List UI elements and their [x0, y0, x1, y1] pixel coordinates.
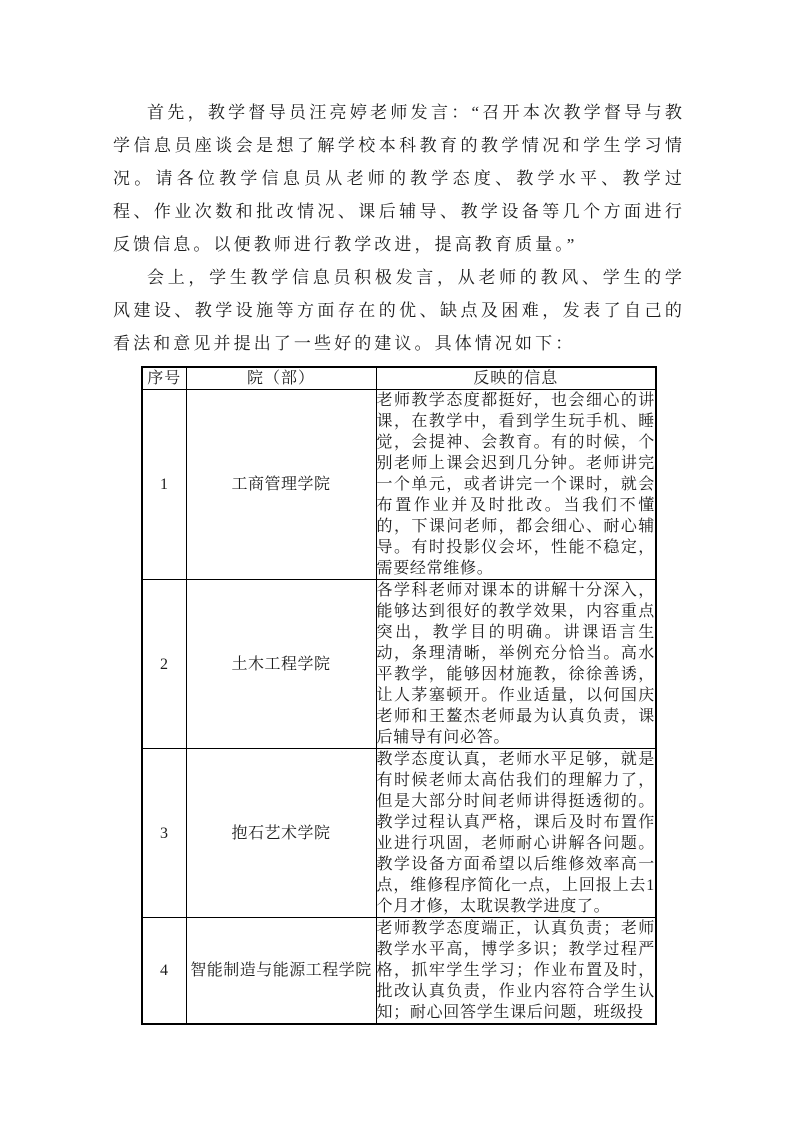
header-info: 反映的信息	[376, 367, 656, 390]
page-content	[113, 96, 685, 1025]
college-cell: 工商管理学院	[186, 390, 376, 580]
table-body	[142, 390, 656, 1025]
info-cell: 各学科老师对课本的讲解十分深入，能够达到很好的教学效果，内容重点突出，教学目的明确。讲课语言生动，条理清晰，举例充分恰当。高水平教学，能够因材施教，徐徐善诱，让人茅塞顿开。作业适量，以何国庆老师和王鳌杰老师最为认真负责，课后辅导有问必答。	[376, 580, 656, 749]
college-cell: 抱石艺术学院	[186, 749, 376, 918]
feedback-table	[141, 366, 657, 1025]
info-cell: 教学态度认真，老师水平足够，就是有时候老师太高估我们的理解力了，但是大部分时间老师讲得挺透彻的。教学过程认真严格，课后及时布置作业进行巩固，老师耐心讲解各问题。教学设备方面希望以后维修效率高一点，维修程序简化一点，上回报上去1个月才修，太耽误教学进度了。	[376, 749, 656, 918]
header-college: 院（部）	[186, 367, 376, 390]
college-cell: 土木工程学院	[186, 580, 376, 749]
table-row	[142, 580, 656, 749]
header-seq: 序号	[142, 367, 186, 390]
table-row	[142, 390, 656, 580]
info-cell: 老师教学态度端正，认真负责；老师教学水平高，博学多识；教学过程严格，抓牢学生学习；作业布置及时，批改认真负责，作业内容符合学生认知；耐心回答学生课后问题，班级投	[376, 918, 656, 1025]
seq-cell: 1	[142, 390, 186, 580]
table-header-row	[142, 367, 656, 390]
seq-cell: 2	[142, 580, 186, 749]
table-row	[142, 749, 656, 918]
paragraph-meeting-summary: 会上，学生教学信息员积极发言，从老师的教风、学生的学风建设、教学设施等方面存在的优、缺点及困难，发表了自己的看法和意见并提出了一些好的建议。具体情况如下：	[113, 268, 685, 353]
info-cell: 老师教学态度都挺好，也会细心的讲课，在教学中，看到学生玩手机、睡觉，会提神、会教育。有的时候，个别老师上课会迟到几分钟。老师讲完一个单元，或者讲完一个课时，就会布置作业并及时批改。当我们不懂的，下课问老师，都会细心、耐心辅导。有时投影仪会坏，性能不稳定，需要经常维修。	[376, 390, 656, 580]
seq-cell: 3	[142, 749, 186, 918]
table-row	[142, 918, 656, 1025]
seq-cell: 4	[142, 918, 186, 1025]
college-cell: 智能制造与能源工程学院	[186, 918, 376, 1025]
paragraph-supervisor-speech: 首先，教学督导员汪亮婷老师发言：“召开本次教学督导与教学信息员座谈会是想了解学校本科教育的教学情况和学生学习情况。请各位教学信息员从老师的教学态度、教学水平、教学过程、作业次数和批改情况、课后辅导、教学设备等几个方面进行反馈信息。以便教师进行教学改进，提高教育质量。”	[113, 103, 685, 254]
